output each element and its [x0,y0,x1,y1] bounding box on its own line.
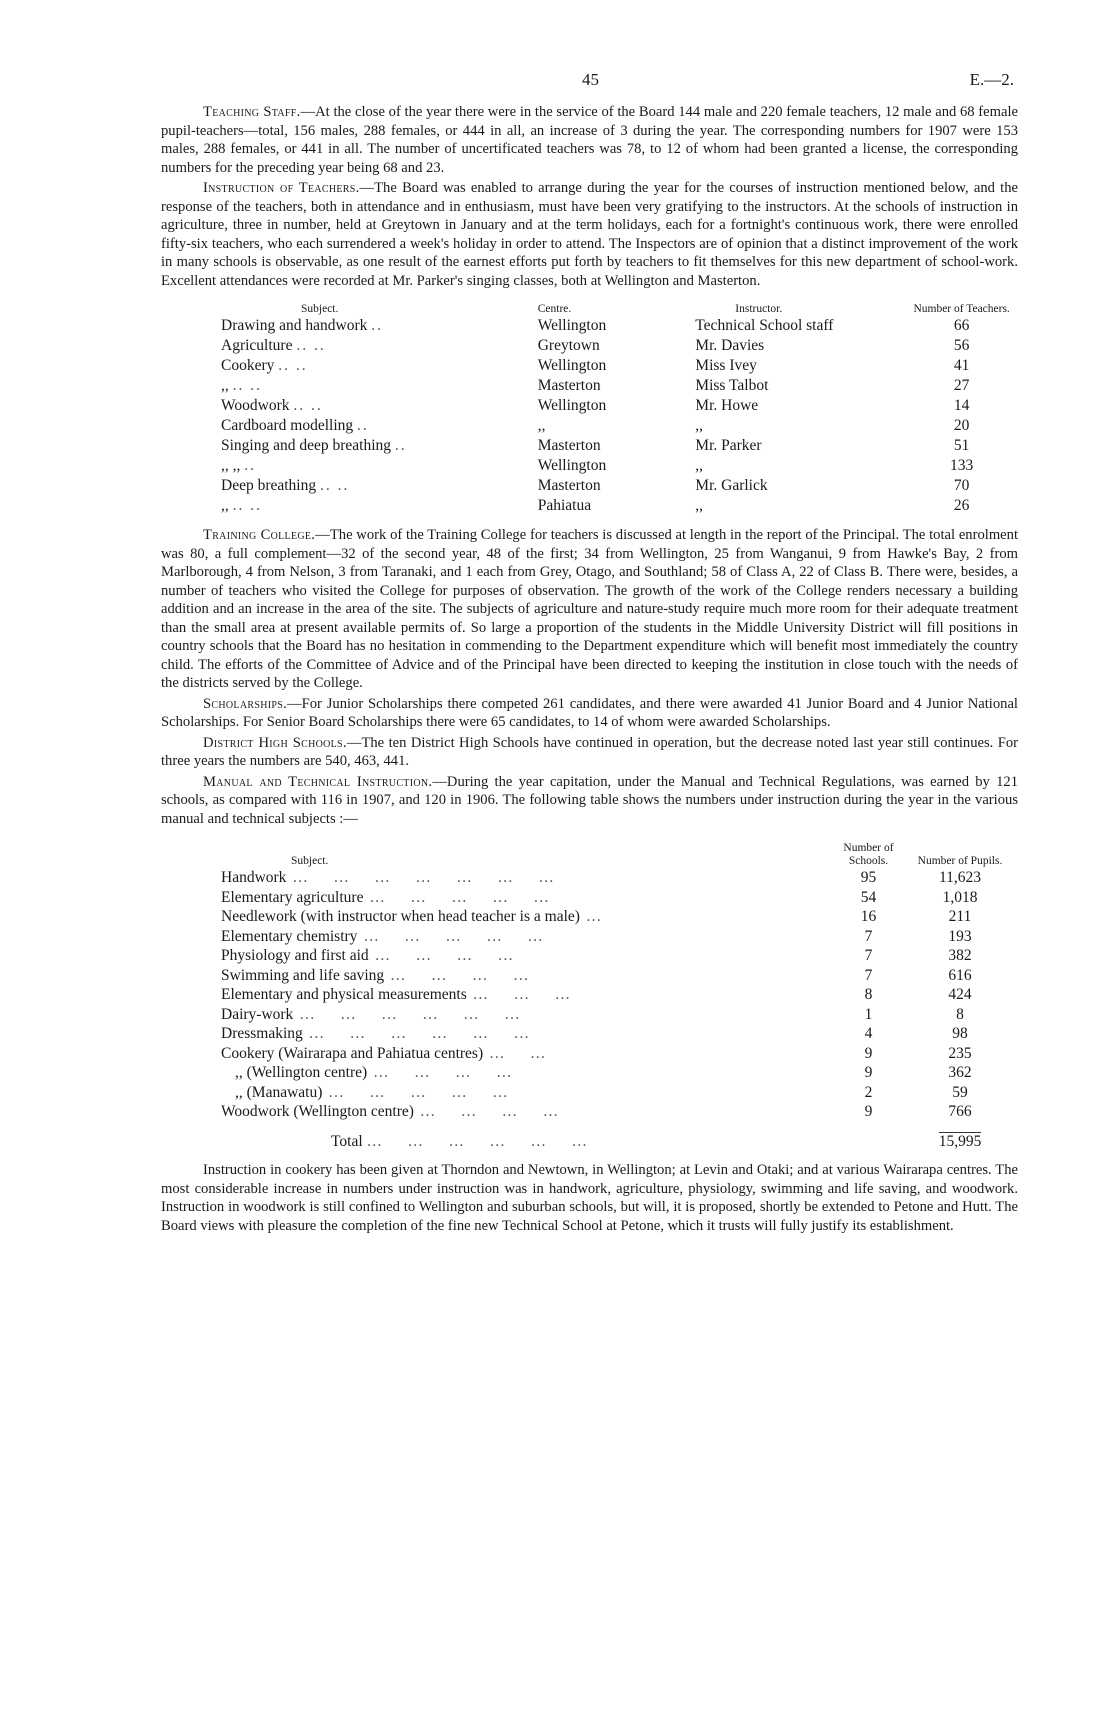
schools-count-cell [826,946,911,966]
centre-cell [538,496,696,516]
table-row [221,316,1018,336]
paragraph-text: —The ten District High Schools have continued in operation, but the decrease noted last year still continues. For three years the numbers are 540, 463, 441. [161,734,1018,769]
subject-cell [221,416,538,436]
teachers-count-cell [905,476,1018,496]
centre-text: Masterton [537,477,601,494]
schools-count: 9 [864,1103,873,1120]
table-row [221,927,1009,947]
instructor-text: Mr. Garlick [695,477,768,494]
dot-leader: … … … … … [357,927,545,945]
pupils-count: 382 [948,947,972,964]
instructor-cell [695,376,905,396]
total-label: Total [331,1132,363,1150]
subject-text: ,, (Manawatu) [235,1083,323,1101]
subject-text: Cookery (Wairarapa and Pahiatua centres) [221,1044,484,1062]
manual-subjects-table [221,842,1009,1151]
subject-text: Dairy-work [221,1005,294,1023]
column-header-schools: Number of Schools. [843,842,894,867]
schools-count-cell [826,985,911,1005]
subject-text: ,, ,, [221,457,241,474]
district-high-schools-paragraph [161,734,1018,771]
table-row [221,476,1018,496]
subject-text: Cardboard modelling [221,417,354,434]
pupils-count-cell [911,927,1009,947]
table-row [221,1044,1009,1064]
pupils-count: 616 [948,966,972,984]
instructor-text: Miss Talbot [695,377,769,394]
dot-leader: … [579,908,604,925]
schools-count-cell [826,1083,911,1103]
table-row [221,496,1018,516]
subject-text: Woodwork [221,397,290,414]
teachers-count-cell [905,496,1018,516]
table-row [221,396,1018,416]
pupils-count: 59 [952,1083,968,1101]
table-header-row [221,302,1018,316]
instructor-text: Mr. Parker [695,437,762,454]
centre-cell [538,336,696,356]
centre-text: ,, [537,417,546,434]
subject-text: Swimming and life saving [221,966,385,984]
schools-count: 9 [864,1044,873,1062]
instructor-text: Technical School staff [695,317,834,334]
table-row [221,985,1009,1005]
teachers-count-text: 70 [953,477,970,494]
centre-text: Wellington [537,317,607,334]
subject-text: Deep breathing [221,477,317,494]
subject-text: Handwork [221,869,287,886]
subject-cell [221,436,538,456]
pupils-count-cell [911,946,1009,966]
closing-paragraph [161,1161,1018,1235]
subject-cell [221,396,538,416]
dot-leader: … … … … [413,1103,561,1120]
total-label-cell [221,1122,826,1152]
pupils-count-cell [911,888,1009,908]
document-reference: E.—2. [969,70,1014,89]
subject-text: Drawing and handwork [221,317,368,334]
instructor-text: Mr. Davies [695,337,765,354]
table-row [221,946,1009,966]
dot-leader: … … … … [367,1064,514,1081]
section-heading: District High Schools. [203,734,347,751]
subject-cell [221,336,538,356]
pupils-count: 424 [948,986,972,1003]
pupils-count: 11,623 [938,869,982,886]
teachers-count-cell [905,416,1018,436]
subject-cell [221,888,826,908]
centre-text: Greytown [537,337,600,354]
instructor-cell [695,496,905,516]
instructor-cell [695,336,905,356]
subject-text: ,, [221,497,229,514]
subject-text: Needlework (with instructor when head teacher is a male) [221,908,580,925]
section-heading: Manual and Technical Instruction. [203,773,433,790]
subject-cell [221,927,826,947]
instructor-cell [695,436,905,456]
instructor-cell [695,476,905,496]
dot-leader: .. .. [296,337,326,354]
subject-cell [221,456,538,476]
dot-leader: … … … … … [322,1083,510,1101]
subject-text: Physiology and first aid [221,947,369,964]
schools-count: 16 [860,908,877,925]
dot-leader: … … … … [368,947,516,964]
dot-leader: … … … … … … [302,1025,532,1042]
teachers-count-cell [905,436,1018,456]
pupils-count-cell [911,966,1009,986]
centre-cell [538,456,696,476]
centre-cell [538,356,696,376]
schools-count: 7 [864,966,873,984]
courses-table [221,302,1018,516]
manual-table-body [221,868,1009,1122]
instructor-cell [695,456,905,476]
pupils-count: 362 [948,1064,972,1081]
teachers-count-text: 14 [953,397,970,414]
subject-cell [221,1083,826,1103]
column-header-centre: Centre. [537,303,572,315]
pupils-count: 8 [956,1005,964,1023]
schools-count-cell [826,868,911,888]
training-college-paragraph [161,526,1018,693]
table-row [221,966,1009,986]
schools-count: 7 [864,947,873,964]
paragraph-text: —For Junior Scholarships there competed 261 candidates, and there were awarded 41 Junior Board and 4 Junior National Scholarships. For Senior Board Scholarships there were 65 candidates, to 14 of whom were awarded Scholarships. [161,695,1018,730]
centre-cell [538,316,696,336]
total-schools-cell [826,1122,911,1152]
dot-leader: … … … … … … [366,1132,590,1150]
courses-table-body [221,316,1018,516]
dot-leader: .. .. [320,477,350,494]
dot-leader: .. .. [278,357,308,374]
instructor-cell [695,356,905,376]
centre-cell [538,416,696,436]
pupils-count-cell [911,907,1009,927]
schools-count-cell [826,966,911,986]
table-row [221,1063,1009,1083]
dot-leader: .. .. [232,377,262,394]
dot-leader: .. [394,437,407,454]
subject-cell [221,1044,826,1064]
teachers-count-cell [905,456,1018,476]
subject-text: Agriculture [221,337,293,354]
subject-text: Woodwork (Wellington centre) [221,1103,414,1120]
centre-text: Masterton [537,377,601,394]
teachers-count-cell [905,356,1018,376]
subject-cell [221,1005,826,1025]
pupils-count-cell [911,1063,1009,1083]
table-row [221,1005,1009,1025]
teachers-count-text: 27 [953,377,970,394]
teachers-count-text: 41 [953,357,970,374]
dot-leader: … … [483,1044,548,1062]
subject-cell [221,985,826,1005]
instructor-text: ,, [695,417,704,434]
instructor-text: Miss Ivey [695,357,757,374]
column-header-subject: Subject. [301,303,339,315]
schools-count: 54 [860,888,877,906]
centre-text: Pahiatua [537,497,592,514]
schools-count-cell [826,1102,911,1122]
teachers-count-cell [905,316,1018,336]
subject-text: ,, (Wellington centre) [235,1064,368,1081]
dot-leader: … … … … … … … [286,869,556,886]
paragraph-text: —The work of the Training College for teachers is discussed at length in the report of the Principal. The total enrolment was 80, a full complement—32 of the second year, 48 of the first; 34 from Wellington, 25 from Wanganui, 9 from Hawke's Bay, 2 from Marlborough, 4 from Nelson, 3 from Taranaki, and 1 each from Grey, Otago, and Southland; 58 of Class A, 22 of Class B. There were, besides, a number of teachers who visited the College for purposes of observation. The growth of the work of the College renders necessary a building addition and an increase in the area of the site. The subjects of agriculture and nature-study require much more room for their adequate treatment than the small area at present available permits of. So large a proportion of the students in the Middle University District will fill positions in country schools that the Board has no hesitation in commending to the Department expenditure which will benefit most immediately the country child. The efforts of the Committee of Advice and of the Principal have been directed to keeping the institution in close touch with the needs of the districts served by the College. [161,527,1018,691]
dot-leader: … … … … … … [293,1005,522,1023]
pupils-count-cell [911,868,1009,888]
subject-cell [221,946,826,966]
paragraph-text: Instruction in cookery has been given at Thorndon and Newtown, in Wellington; at Levin and Otaki; and at various Wairarapa centres. The most considerable increase in numbers under instruction was in handwork, agriculture, physiology, swimming and life saving, and woodwork. Instruction in woodwork is still confined to Wellington and suburban schools, but will, it is proposed, shortly be extended to Petone and Hutt. The Board views with pleasure the completion of the fine new Technical School at Petone, which it trusts will fully justify its establishment. [161,1162,1018,1234]
dot-leader: … … … … [384,966,531,984]
pupils-count-cell [911,1083,1009,1103]
instructor-cell [695,316,905,336]
schools-count: 95 [860,869,877,886]
schools-count: 1 [864,1005,873,1023]
schools-count-cell [826,907,911,927]
teachers-count-cell [905,336,1018,356]
table-header-row [221,842,1009,868]
instructor-cell [695,396,905,416]
subject-cell [221,966,826,986]
instructor-text: ,, [695,497,704,514]
schools-count-cell [826,1024,911,1044]
section-heading: Teaching Staff. [203,104,301,120]
section-heading: Instruction of Teachers. [203,180,360,196]
pupils-count-cell [911,1024,1009,1044]
subject-text: Elementary chemistry [221,927,358,945]
schools-count-cell [826,1005,911,1025]
page-number: 45 [582,70,599,89]
subject-cell [221,316,538,336]
total-pupils-cell [911,1122,1009,1152]
subject-cell [221,907,826,927]
pupils-count: 211 [948,908,972,925]
schools-count-cell [826,1063,911,1083]
subject-text: ,, [221,377,229,394]
subject-text: Elementary agriculture [221,888,364,906]
pupils-count: 1,018 [942,888,978,906]
section-heading: Scholarships. [203,695,288,712]
teachers-count-text: 26 [953,497,970,514]
dot-leader: .. .. [293,397,323,414]
teachers-count-text: 133 [950,457,974,474]
centre-text: Masterton [537,437,601,454]
table-row [221,907,1009,927]
teachers-count-text: 56 [953,337,970,354]
centre-cell [538,376,696,396]
subject-cell [221,356,538,376]
subject-cell [221,496,538,516]
total-pupils: 15,995 [938,1132,982,1150]
section-heading: Training College. [203,527,316,543]
teachers-count-cell [905,396,1018,416]
table-row [221,456,1018,476]
subject-text: Singing and deep breathing [221,437,392,454]
subject-text: Elementary and physical measurements [221,986,467,1003]
column-header-pupils: Number of Pupils. [917,855,1003,867]
scholarships-paragraph [161,695,1018,732]
dot-leader: .. [244,457,256,474]
dot-leader: .. [357,417,369,434]
teachers-count-text: 51 [953,437,970,454]
dot-leader: .. [371,317,383,334]
total-row [221,1122,1009,1152]
pupils-count-cell [911,985,1009,1005]
paragraph-text: —During the year capitation, under the Manual and Technical Regulations, was earned by 121 schools, as compared with 116 in 1907, and 120 in 1906. The following table shows the numbers under instruction during the year in the various manual and technical subjects :— [161,773,1018,827]
centre-text: Wellington [537,357,607,374]
table-row [221,336,1018,356]
centre-cell [538,436,696,456]
dot-leader: .. .. [232,497,262,514]
subject-cell [221,1024,826,1044]
subject-cell [221,476,538,496]
subject-cell [221,1102,826,1122]
table-row [221,868,1009,888]
manual-instruction-paragraph [161,773,1018,829]
document-body [161,103,1018,1237]
pupils-count: 235 [948,1044,972,1062]
centre-text: Wellington [537,457,607,474]
subject-cell [221,868,826,888]
column-header-instructor: Instructor. [735,303,783,315]
pupils-count: 98 [952,1025,968,1042]
table-row [221,1083,1009,1103]
table-row [221,1024,1009,1044]
dot-leader: … … … … … [363,888,551,906]
paragraph-text: —At the close of the year there were in the service of the Board 144 male and 220 female teachers, 12 male and 68 female pupil-teachers—total, 156 males, 288 females, or 444 in all, an increase of 3 during the year. The corresponding numbers for 1907 were 153 males, 288 females, or 441 in all. The number of uncertificated teachers was 78, to 12 of whom had been granted a license, the corresponding numbers for the preceding year being 68 and 23. [161,104,1018,176]
instruction-of-teachers-paragraph [161,179,1018,290]
pupils-count: 193 [948,927,972,945]
schools-count: 7 [864,927,873,945]
schools-count-cell [826,888,911,908]
schools-count: 9 [864,1064,873,1081]
centre-cell [538,396,696,416]
teachers-count-text: 20 [953,417,970,434]
pupils-count: 766 [948,1103,972,1120]
table-row [221,888,1009,908]
table-row [221,1102,1009,1122]
schools-count: 8 [864,986,873,1003]
centre-text: Wellington [537,397,607,414]
schools-count-cell [826,1044,911,1064]
table-row [221,356,1018,376]
pupils-count-cell [911,1102,1009,1122]
pupils-count-cell [911,1005,1009,1025]
subject-cell [221,376,538,396]
instructor-cell [695,416,905,436]
table-row [221,436,1018,456]
paragraph-text: —The Board was enabled to arrange during the year for the courses of instruction mentioned below, and the response of the teachers, both in attendance and in enthusiasm, must have been very gratifying to the instructors. At the schools of instruction in agriculture, three in number, held at Greytown in January and at the term holidays, each for a fortnight's continuous work, there were enrolled fifty-six teachers, who each surrendered a week's holiday in order to attend. The Inspectors are of opinion that a distinct improvement of the work in many schools is observable, as one result of the earnest efforts put forth by teachers to fit themselves for this new department of school-work. Excellent attendances were recorded at Mr. Parker's singing classes, both at Wellington and Masterton. [161,180,1018,289]
table-row [221,416,1018,436]
schools-count: 2 [864,1083,873,1101]
subject-text: Dressmaking [221,1025,303,1042]
schools-count: 4 [864,1025,873,1042]
schools-count-cell [826,927,911,947]
centre-cell [538,476,696,496]
column-header-number: Number of Teachers. [913,303,1010,315]
table-row [221,376,1018,396]
instructor-text: ,, [695,457,704,474]
dot-leader: … … … [466,986,573,1003]
column-header-subject: Subject. [291,855,329,867]
subject-text: Cookery [221,357,275,374]
page-header [0,70,1114,94]
subject-cell [221,1063,826,1083]
pupils-count-cell [911,1044,1009,1064]
teachers-count-text: 66 [953,317,970,334]
teachers-count-cell [905,376,1018,396]
instructor-text: Mr. Howe [695,397,759,414]
teaching-staff-paragraph [161,103,1018,177]
